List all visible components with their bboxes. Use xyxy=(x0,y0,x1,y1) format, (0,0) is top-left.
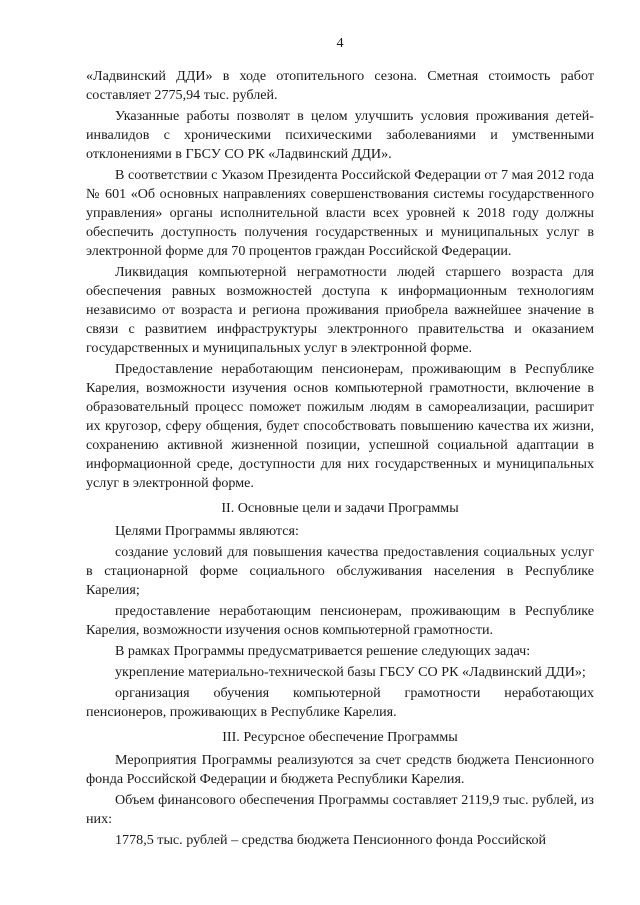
paragraph: В соответствии с Указом Президента Российской Федерации от 7 мая 2012 года № 601 «Об основных направлениях совершенствования системы государственного управления» органы исполнительной власти всех уровней к 2018 году должны обеспечить доступность получения государственных и муниципальных услуг в электронной форме для 70 процентов граждан Российской Федерации. xyxy=(86,167,594,259)
paragraph: Предоставление неработающим пенсионерам, проживающим в Республике Карелия, возможности изучения основ компьютерной грамотности, включение в образовательный процесс поможет пожилым людям в самореализации, расширит их кругозор, сферу общения, будет способствовать повышению качества их жизни, сохранению активной жизненной позиции, успешной социальной адаптации в информационной среде, доступности для них государственных и муниципальных услуг в электронной форме. xyxy=(86,361,594,491)
paragraph: Мероприятия Программы реализуются за счет средств бюджета Пенсионного фонда Российской Федерации и бюджета Республики Карелия. xyxy=(86,752,594,787)
page-number: 4 xyxy=(336,35,344,51)
section-heading: II. Основные цели и задачи Программы xyxy=(221,500,459,516)
paragraph: укрепление материально-технической базы ГБСУ СО РК «Ладвинский ДДИ»; xyxy=(115,664,586,680)
paragraph: создание условий для повышения качества предоставления социальных услуг в стационарной форме социального обслуживания населения в Республике Карелия; xyxy=(86,544,594,598)
paragraph: Целями Программы являются: xyxy=(115,523,299,539)
paragraph: 1778,5 тыс. рублей – средства бюджета Пенсионного фонда Российской xyxy=(115,832,547,848)
paragraph: В рамках Программы предусматривается решение следующих задач: xyxy=(115,643,531,659)
paragraph: «Ладвинский ДДИ» в ходе отопительного сезона. Сметная стоимость работ составляет 2775,94 тыс. рублей. xyxy=(86,68,594,103)
section-heading: III. Ресурсное обеспечение Программы xyxy=(222,729,458,745)
intro-section xyxy=(86,67,594,493)
paragraph: Объем финансового обеспечения Программы составляет 2119,9 тыс. рублей, из них: xyxy=(86,792,594,827)
paragraph: Ликвидация компьютерной неграмотности людей старшего возраста для обеспечения равных возможностей доступа к информационным технологиям независимо от возраста и региона проживания приобрела важнейшее значение в связи с развитием инфраструктуры электронного правительства и оказанием государственных и муниципальных услуг в электронной форме. xyxy=(86,264,594,356)
paragraph: предоставление неработающим пенсионерам, проживающим в Республике Карелия, возможности изучения основ компьютерной грамотности. xyxy=(86,603,594,638)
section-resources xyxy=(86,728,594,850)
paragraph: организация обучения компьютерной грамотности неработающих пенсионеров, проживающих в Республике Карелия. xyxy=(86,685,594,720)
paragraph: Указанные работы позволят в целом улучшить условия проживания детей-инвалидов с хроническими психическими заболеваниями и умственными отклонениями в ГБСУ СО РК «Ладвинский ДДИ». xyxy=(86,108,594,162)
section-goals xyxy=(86,499,594,722)
